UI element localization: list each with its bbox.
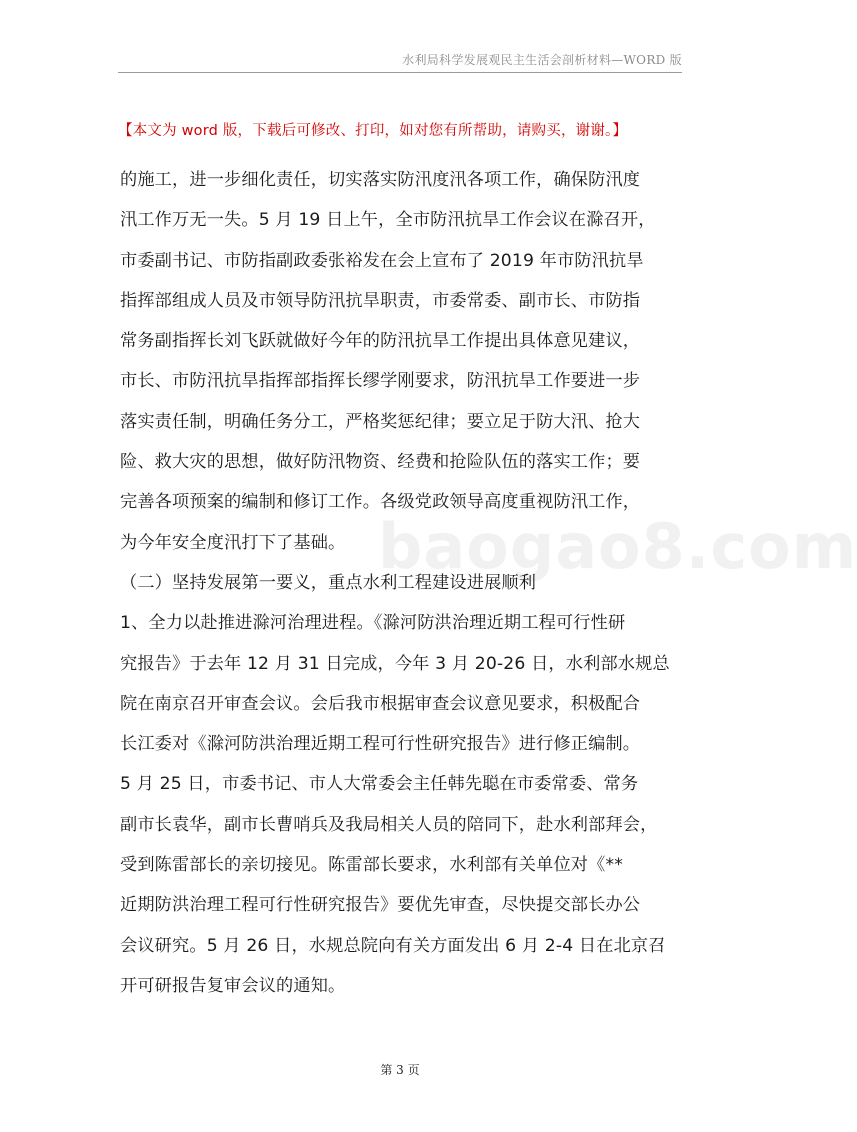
body-line: 完善各项预案的编制和修订工作。各级党政领导高度重视防汛工作， bbox=[120, 492, 641, 513]
body-line: 为今年安全度汛打下了基础。 bbox=[120, 532, 346, 553]
body-line: 的施工，进一步细化责任，切实落实防汛度汛各项工作，确保防汛度 bbox=[120, 170, 641, 190]
body-line: 险、救大灾的思想，做好防汛物资、经费和抢险队伍的落实工作；要 bbox=[120, 452, 641, 473]
body-line: 近期防洪治理工程可行性研究报告》要优先审查，尽快提交部长办公 bbox=[120, 895, 641, 916]
body-line: 究报告》于去年 12 月 31 日完成，今年 3 月 20-26 日，水利部水规总 bbox=[120, 653, 670, 674]
body-line: 5 月 25 日，市委书记、市人大常委会主任韩先聪在市委常委、常务 bbox=[120, 774, 639, 795]
body-line: 汛工作万无一失。5 月 19 日上午，全市防汛抗旱工作会议在滁召开， bbox=[120, 210, 656, 231]
body-line: 指挥部组成人员及市领导防汛抗旱职责，市委常委、副市长、市防指 bbox=[120, 290, 641, 311]
body-line: 开可研报告复审会议的通知。 bbox=[120, 975, 346, 996]
body-line: 市长、市防汛抗旱指挥部指挥长缪学刚要求，防汛抗旱工作要进一步 bbox=[120, 371, 641, 392]
body-line: 副市长袁华，副市长曹哨兵及我局相关人员的陪同下，赴水利部拜会， bbox=[120, 814, 658, 835]
body-line: 长江委对《滁河防洪治理近期工程可行性研究报告》进行修正编制。 bbox=[120, 734, 641, 755]
body-line: 受到陈雷部长的亲切接见。陈雷部长要求，水利部有关单位对《** bbox=[120, 855, 623, 876]
body-line: 落实责任制，明确任务分工，严格奖惩纪律；要立足于防大汛、抢大 bbox=[120, 411, 641, 432]
body-line: 常务副指挥长刘飞跃就做好今年的防汛抗旱工作提出具体意见建议， bbox=[120, 331, 641, 352]
header-divider bbox=[118, 72, 682, 73]
watermark-logo: baogao8.com bbox=[378, 510, 857, 583]
body-line: 会议研究。5 月 26 日，水规总院向有关方面发出 6 月 2-4 日在北京召 bbox=[120, 935, 666, 956]
section-heading: （二）坚持发展第一要义，重点水利工程建设进展顺利 bbox=[120, 572, 537, 593]
purchase-notice: 【本文为 word 版，下载后可修改、打印，如对您有所帮助，请购买，谢谢。】 bbox=[118, 123, 628, 139]
page-number: 第 3 页 bbox=[380, 1063, 420, 1077]
body-line: 市委副书记、市防指副政委张裕发在会上宣布了 2019 年市防汛抗旱 bbox=[120, 250, 644, 271]
page-header-title: 水利局科学发展观民主生活会剖析材料—WORD 版 bbox=[402, 53, 682, 67]
body-line: 1、全力以赴推进滁河治理进程。《滁河防洪治理近期工程可行性研 bbox=[120, 613, 626, 634]
body-line: 院在南京召开审查会议。会后我市根据审查会议意见要求，积极配合 bbox=[120, 693, 641, 714]
body-text bbox=[120, 160, 688, 1006]
